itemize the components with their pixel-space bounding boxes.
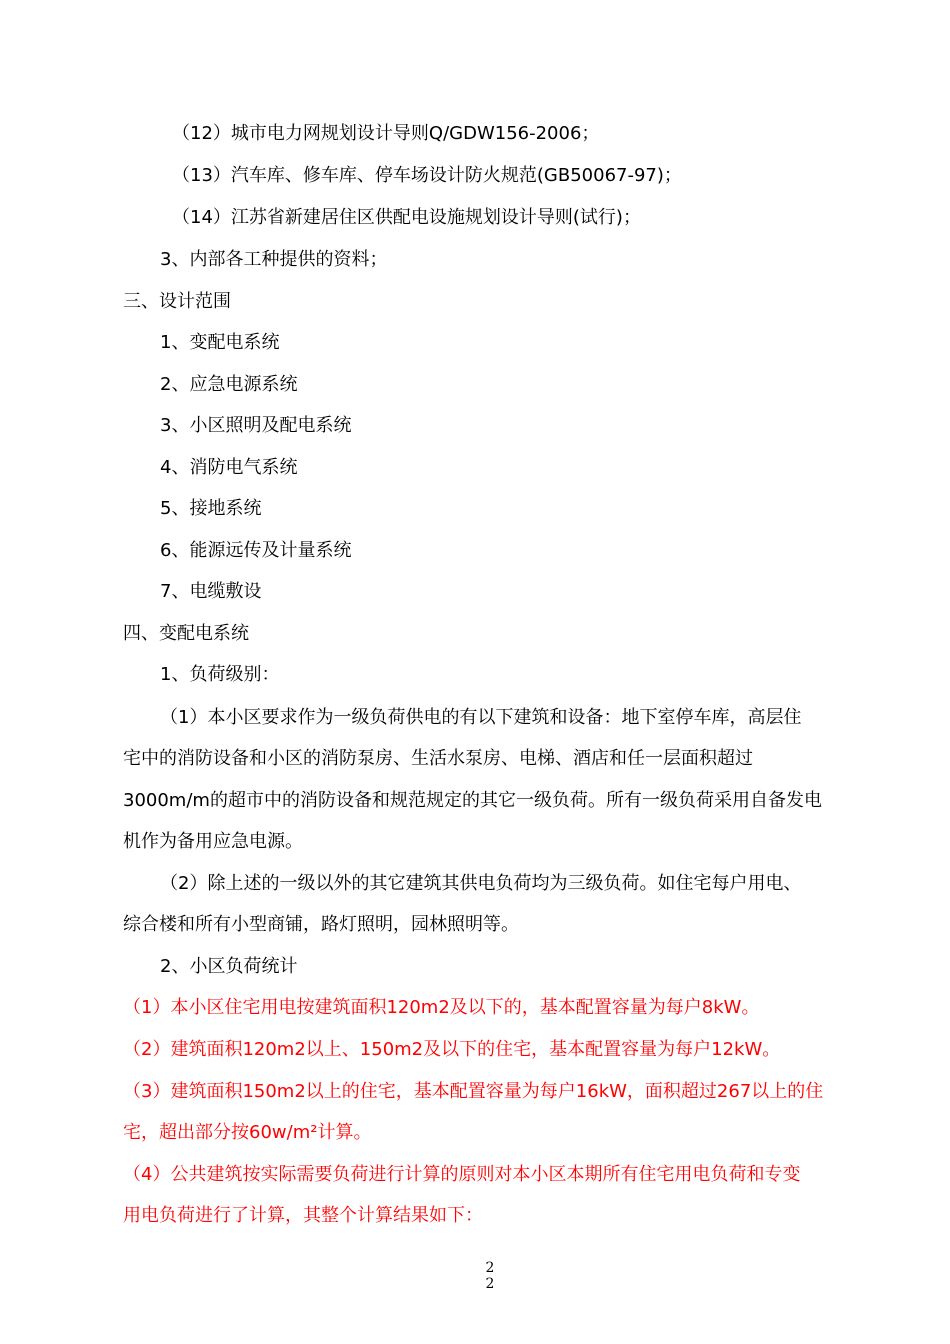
paragraph-line: 3000m/m的超市中的消防设备和规范规定的其它一级负荷。所有一级负荷采用自备发电 [123, 790, 822, 811]
scope-item-7: 7、电缆敷设 [160, 581, 262, 602]
highlighted-line: （1）本小区住宅用电按建筑面积120m2及以下的，基本配置容量为每户8kW。 [123, 997, 760, 1018]
reference-item-14: （14）江苏省新建居住区供配电设施规划设计导则(试行)； [172, 207, 641, 228]
paragraph-line: （2）除上述的一级以外的其它建筑其供电负荷均为三级负荷。如住宅每户用电、 [160, 873, 802, 894]
scope-item-2: 2、应急电源系统 [160, 374, 298, 395]
reference-item-12: （12）城市电力网规划设计导则Q/GDW156-2006； [172, 123, 600, 144]
highlighted-line: （3）建筑面积150m2以上的住宅，基本配置容量为每户16kW，面积超过267以上的住 [123, 1081, 824, 1102]
paragraph-line: 综合楼和所有小型商铺，路灯照明，园林照明等。 [123, 914, 519, 935]
highlighted-line: （2）建筑面积120m2以上、150m2及以下的住宅，基本配置容量为每户12kW。 [123, 1039, 781, 1060]
highlighted-line: 用电负荷进行了计算，其整个计算结果如下： [123, 1205, 483, 1226]
subheading-load-class: 1、负荷级别： [160, 664, 280, 685]
paragraph-line: （1）本小区要求作为一级负荷供电的有以下建筑和设备：地下室停车库，高层住 [160, 707, 802, 728]
subheading-load-statistics: 2、小区负荷统计 [160, 956, 298, 977]
section-heading-scope: 三、设计范围 [123, 291, 231, 312]
highlighted-line: 宅，超出部分按60w/m²计算。 [123, 1122, 372, 1143]
paragraph-line: 机作为备用应急电源。 [123, 831, 303, 852]
highlighted-line: （4）公共建筑按实际需要负荷进行计算的原则对本小区本期所有住宅用电负荷和专变 [123, 1164, 801, 1185]
paragraph-line: 宅中的消防设备和小区的消防泵房、生活水泵房、电梯、酒店和任一层面积超过 [123, 748, 753, 769]
scope-item-4: 4、消防电气系统 [160, 457, 298, 478]
section-heading-substation: 四、变配电系统 [123, 623, 249, 644]
page-number: 2 [485, 1276, 495, 1292]
scope-item-3: 3、小区照明及配电系统 [160, 415, 352, 436]
scope-item-6: 6、能源远传及计量系统 [160, 540, 352, 561]
scope-item-5: 5、接地系统 [160, 498, 262, 519]
page-number: 2 [485, 1260, 495, 1276]
basis-item-3: 3、内部各工种提供的资料； [160, 249, 388, 270]
scope-item-1: 1、变配电系统 [160, 332, 280, 353]
reference-item-13: （13）汽车库、修车库、停车场设计防火规范(GB50067-97)； [172, 165, 682, 186]
